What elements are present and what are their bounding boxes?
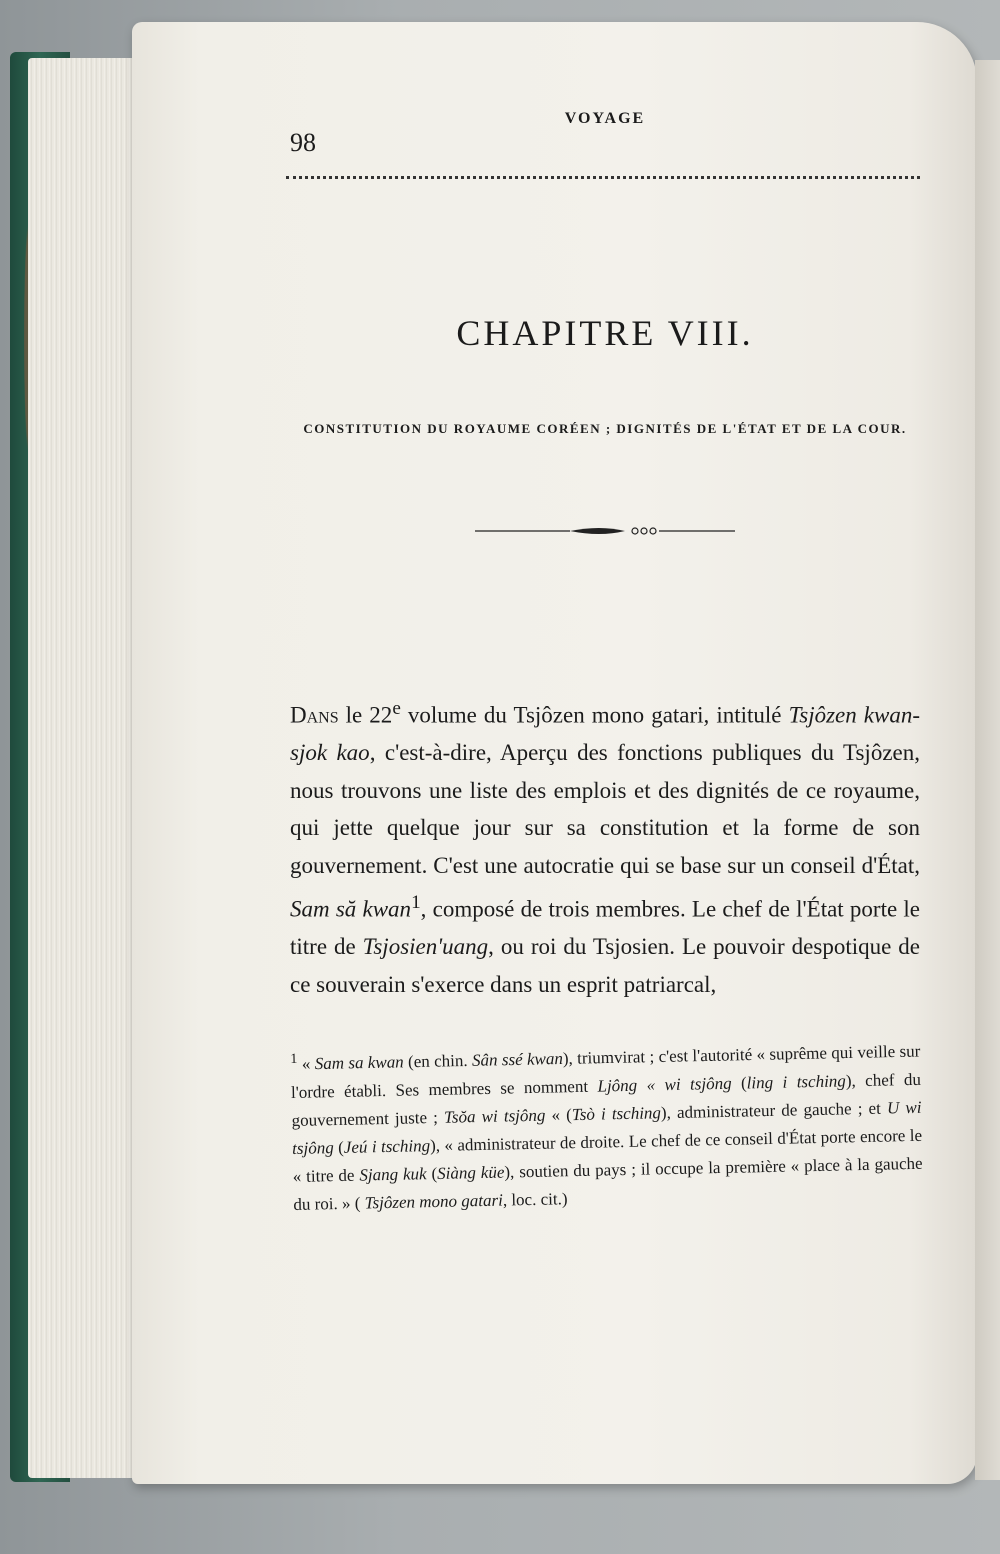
footnote-italic: Sân ssé kwan	[471, 1049, 564, 1071]
footnote-text: ), chef du gouvernement juste ;	[291, 1069, 922, 1130]
footnote-text: (en chin.	[403, 1051, 473, 1072]
body-text-run: volume du Tsjôzen mono gatari, intitulé	[400, 702, 789, 728]
footnote-italic: Jeú i tsching	[343, 1136, 431, 1157]
footnote-italic: Siàng küe	[436, 1162, 505, 1183]
footnote-text: «	[297, 1054, 315, 1074]
footnote-text: , loc. cit.)	[502, 1189, 568, 1210]
footnote-text: ), soutien du pays ; il occupe la première « place à la gauche du roi. » (	[293, 1153, 923, 1214]
footnote-italic: Sam sa kwan	[314, 1052, 404, 1074]
footnote	[290, 1032, 923, 1219]
page-header	[290, 100, 920, 180]
body-paragraph	[290, 690, 920, 1003]
facing-page-edge	[975, 60, 1000, 1480]
footnote-reference: 1	[411, 892, 421, 914]
ornament-divider-icon	[475, 524, 735, 538]
footnote-italic: Tsò i tsching	[571, 1103, 662, 1125]
footnote-italic: Tsŏa wi tsjông	[443, 1105, 546, 1127]
chapter-title: CHAPITRE VIII.	[456, 313, 754, 353]
footnote-text: « (	[545, 1105, 573, 1125]
footnote-text: ), triumvirat ; c'est l'autorité « suprême qui veille sur l'ordre établi. Ses membres se nomment	[290, 1041, 921, 1102]
footnote-italic: Sjang kuk	[359, 1164, 427, 1185]
footnote-italic: Tsjôzen mono gatari	[364, 1190, 504, 1213]
italic-term: Sam să kwan	[290, 896, 412, 922]
footnote-text: (	[731, 1073, 747, 1093]
footnote-text: ), « administrateur de droite. Le chef de ce conseil d'État porte encore le « titre de	[292, 1125, 923, 1186]
footnote-text: (	[426, 1163, 438, 1184]
footnote-text: (	[333, 1137, 345, 1158]
italic-title: Tsjôzen kwan-sjok kao	[290, 702, 920, 766]
footnote-italic: U wi tsjông	[291, 1097, 922, 1158]
italic-term: Tsjosien'uang	[362, 934, 489, 960]
chapter-subtitle: CONSTITUTION DU ROYAUME CORÉEN ; DIGNITÉS DE L'ÉTAT ET DE LA COUR.	[303, 421, 907, 436]
footnote-italic: Ljông « wi tsjông	[597, 1073, 732, 1096]
footnote-italic: ling i tsching	[746, 1071, 847, 1093]
page-edges	[28, 58, 148, 1478]
running-head: VOYAGE	[564, 110, 646, 127]
page-content	[290, 100, 923, 1219]
body-text-run: , ou roi du Tsjosien. Le pouvoir despotique de ce souverain s'exerce dans un esprit patriarcal,	[290, 934, 920, 997]
superscript: e	[392, 698, 401, 719]
body-text-run: le 22	[338, 702, 393, 728]
body-text-run: , composé de trois membres. Le chef de l'État porte le titre de	[290, 896, 920, 960]
header-dotted-rule	[286, 176, 920, 179]
body-text-run: , c'est-à-dire, Aperçu des fonctions publiques du Tsjôzen, nous trouvons une liste des emplois et des dignités de ce royaume, qui jette quelque jour sur sa constitution et la forme de son gouvernement. C'est une autocratie qui se base sur un conseil d'État,	[290, 740, 920, 878]
footnote-marker: 1	[290, 1051, 298, 1068]
opening-word: Dans	[290, 702, 339, 728]
page-number: 98	[290, 128, 316, 157]
footnote-text: ), administrateur de gauche ; et	[660, 1098, 888, 1123]
